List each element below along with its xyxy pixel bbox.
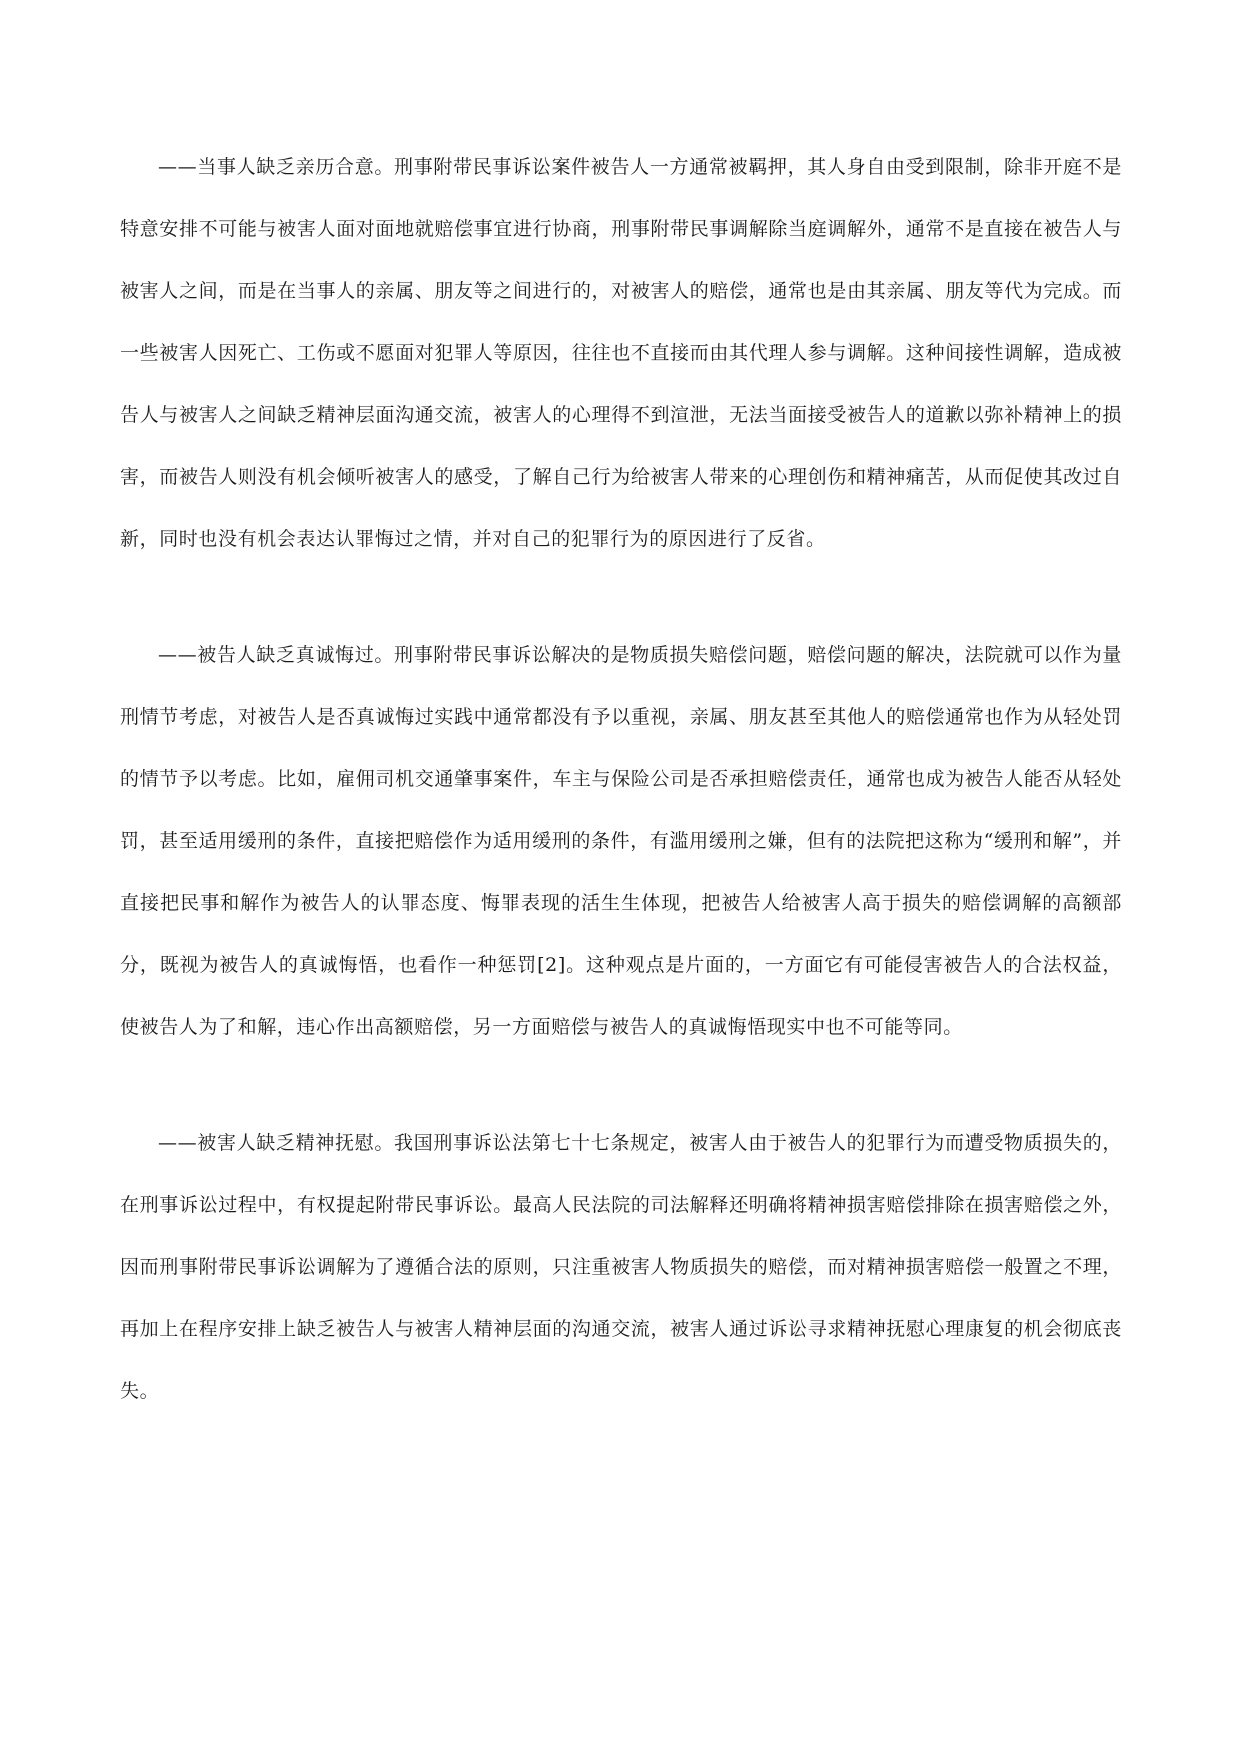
document-body [120,136,1122,1476]
paragraph-parties-lack-consent: ——当事人缺乏亲历合意。刑事附带民事诉讼案件被告人一方通常被羁押，其人身自由受到限制，除非开庭不是特意安排不可能与被害人面对面地就赔偿事宜进行协商，刑事附带民事调解除当庭调解外，通常不是直接在被告人与被害人之间，而是在当事人的亲属、朋友等之间进行的，对被害人的赔偿，通常也是由其亲属、朋友等代为完成。而一些被害人因死亡、工伤或不愿面对犯罪人等原因，往往也不直接而由其代理人参与调解。这种间接性调解，造成被告人与被害人之间缺乏精神层面沟通交流，被害人的心理得不到渲泄，无法当面接受被告人的道歉以弥补精神上的损害，而被告人则没有机会倾听被害人的感受，了解自己行为给被害人带来的心理创伤和精神痛苦，从而促使其改过自新，同时也没有机会表达认罪悔过之情，并对自己的犯罪行为的原因进行了反省。 [120,156,1122,550]
paragraph-defendant-lacks-repentance: ——被告人缺乏真诚悔过。刑事附带民事诉讼解决的是物质损失赔偿问题，赔偿问题的解决，法院就可以作为量刑情节考虑，对被告人是否真诚悔过实践中通常都没有予以重视，亲属、朋友甚至其他人的赔偿通常也作为从轻处罚的情节予以考虑。比如，雇佣司机交通肇事案件，车主与保险公司是否承担赔偿责任，通常也成为被告人能否从轻处罚，甚至适用缓刑的条件，直接把赔偿作为适用缓刑的条件，有滥用缓刑之嫌，但有的法院把这称为“缓刑和解”，并直接把民事和解作为被告人的认罪态度、悔罪表现的活生生体现，把被告人给被害人高于损失的赔偿调解的高额部分，既视为被告人的真诚悔悟，也看作一种惩罚[2]。这种观点是片面的，一方面它有可能侵害被告人的合法权益，使被告人为了和解，违心作出高额赔偿，另一方面赔偿与被告人的真诚悔悟现实中也不可能等同。 [120,644,1122,1038]
paragraph-victim-lacks-comfort: ——被害人缺乏精神抚慰。我国刑事诉讼法第七十七条规定，被害人由于被告人的犯罪行为而遭受物质损失的，在刑事诉讼过程中，有权提起附带民事诉讼。最高人民法院的司法解释还明确将精神损害赔偿排除在损害赔偿之外，因而刑事附带民事诉讼调解为了遵循合法的原则，只注重被害人物质损失的赔偿，而对精神损害赔偿一般置之不理，再加上在程序安排上缺乏被告人与被害人精神层面的沟通交流，被害人通过诉讼寻求精神抚慰心理康复的机会彻底丧失。 [120,1132,1122,1402]
